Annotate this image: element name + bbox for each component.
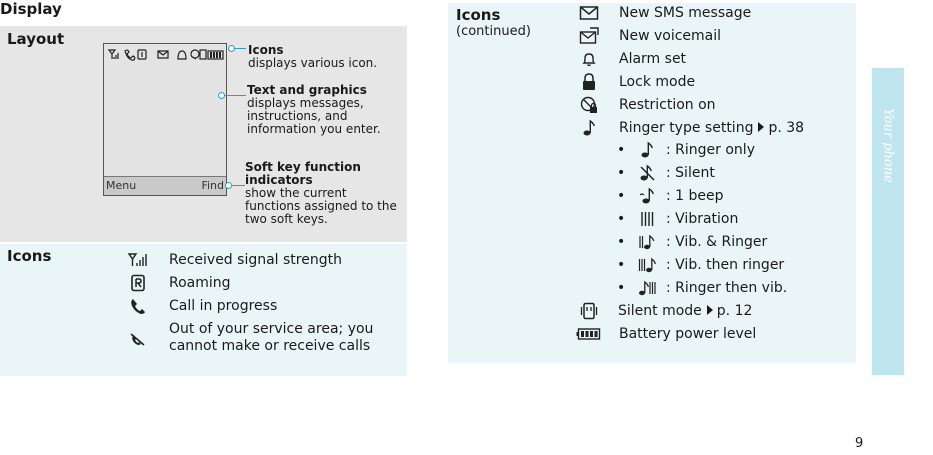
bullet-icon: • — [617, 211, 626, 227]
icons-subheading-right: (continued) — [456, 24, 531, 39]
callout-icons-title: Icons — [248, 43, 284, 57]
voicemail-icon — [578, 27, 600, 45]
ringer-label-vib-ringer: : Vib. & Ringer — [666, 234, 768, 250]
callout-soft-keys-title: Soft key function indicators — [245, 160, 361, 187]
page-ref-arrow-icon — [707, 305, 713, 315]
ringer-only-icon — [636, 141, 658, 159]
bullet-icon: • — [617, 257, 626, 273]
bullet-icon: • — [617, 234, 626, 250]
icon-label-silent-mode: Silent mode — [618, 303, 702, 319]
icon-label-battery: Battery power level — [619, 326, 757, 342]
callout-soft-keys — [245, 161, 403, 226]
silent-mode-row — [618, 303, 752, 320]
soft-key-right: Find — [201, 179, 224, 192]
ringer-note-icon — [578, 119, 600, 137]
callout-text-graphics-title: Text and graphics — [247, 83, 367, 97]
icon-label-signal: Received signal strength — [169, 252, 342, 268]
icon-label-out-of-service: Out of your service area; you cannot make or receive calls — [169, 321, 374, 354]
out-of-service-icon — [127, 330, 149, 348]
alarm-bell-icon — [578, 50, 600, 68]
sms-envelope-icon — [578, 4, 600, 22]
callout-icons-text: displays various icon. — [248, 56, 378, 70]
side-tab — [872, 68, 904, 375]
battery-icon — [576, 325, 602, 343]
icons-heading-left: Icons — [7, 247, 52, 265]
one-beep-icon — [636, 187, 658, 205]
roaming-icon — [127, 274, 149, 292]
layout-heading: Layout — [7, 30, 65, 48]
callout-text-graphics-text: displays messages, instructions, and information you enter. — [247, 96, 381, 136]
callout-line-softkey — [231, 185, 245, 186]
soft-key-bar — [104, 176, 226, 195]
status-bar-icons — [107, 46, 225, 60]
icon-label-ringer-type: Ringer type setting — [619, 120, 754, 136]
page-number: 9 — [855, 436, 864, 451]
silent-mode-page-ref: p. 12 — [716, 303, 753, 319]
icon-label-call: Call in progress — [169, 298, 278, 314]
callout-soft-keys-text: show the current functions assigned to the two soft keys. — [245, 186, 397, 226]
vib-then-ringer-icon — [636, 256, 658, 274]
page-title: Display — [0, 0, 62, 18]
phone-screen — [103, 43, 227, 196]
icon-label-restriction: Restriction on — [619, 97, 716, 113]
ringer-label-ringer-then: : Ringer then vib. — [666, 280, 788, 296]
call-in-progress-icon — [127, 297, 149, 315]
silent-icon — [636, 164, 658, 182]
bullet-icon: • — [617, 142, 626, 158]
ringer-then-vib-icon — [636, 279, 658, 297]
ringer-label-silent: : Silent — [666, 165, 715, 181]
soft-key-left: Menu — [106, 179, 137, 192]
silent-mode-icon — [578, 302, 600, 320]
ringer-type-page-ref: p. 38 — [768, 120, 805, 136]
bullet-icon: • — [617, 280, 626, 296]
callout-line-text — [224, 95, 246, 96]
bullet-icon: • — [617, 188, 626, 204]
signal-strength-icon — [127, 251, 149, 269]
vibration-icon — [636, 210, 658, 228]
icon-label-lock: Lock mode — [619, 74, 696, 90]
ringer-type-row — [619, 120, 804, 137]
icon-label-alarm: Alarm set — [619, 51, 687, 67]
icon-label-roaming: Roaming — [169, 275, 231, 291]
icons-heading-right: Icons — [456, 6, 501, 24]
ringer-label-beep: : 1 beep — [666, 188, 724, 204]
page-ref-arrow-icon — [758, 122, 764, 132]
vib-and-ringer-icon — [636, 233, 658, 251]
callout-line-icons — [234, 48, 246, 49]
callout-text-graphics — [247, 84, 397, 136]
icon-label-sms: New SMS message — [619, 5, 752, 21]
side-tab-label: Your phone — [880, 108, 896, 183]
ringer-label-vib-then: : Vib. then ringer — [666, 257, 785, 273]
lock-icon — [578, 73, 600, 91]
ringer-label-vibration: : Vibration — [666, 211, 739, 227]
restriction-lock-icon — [578, 96, 600, 114]
ringer-label-only: : Ringer only — [666, 142, 755, 158]
callout-icons — [248, 44, 398, 70]
bullet-icon: • — [617, 165, 626, 181]
icon-label-voicemail: New voicemail — [619, 28, 722, 44]
